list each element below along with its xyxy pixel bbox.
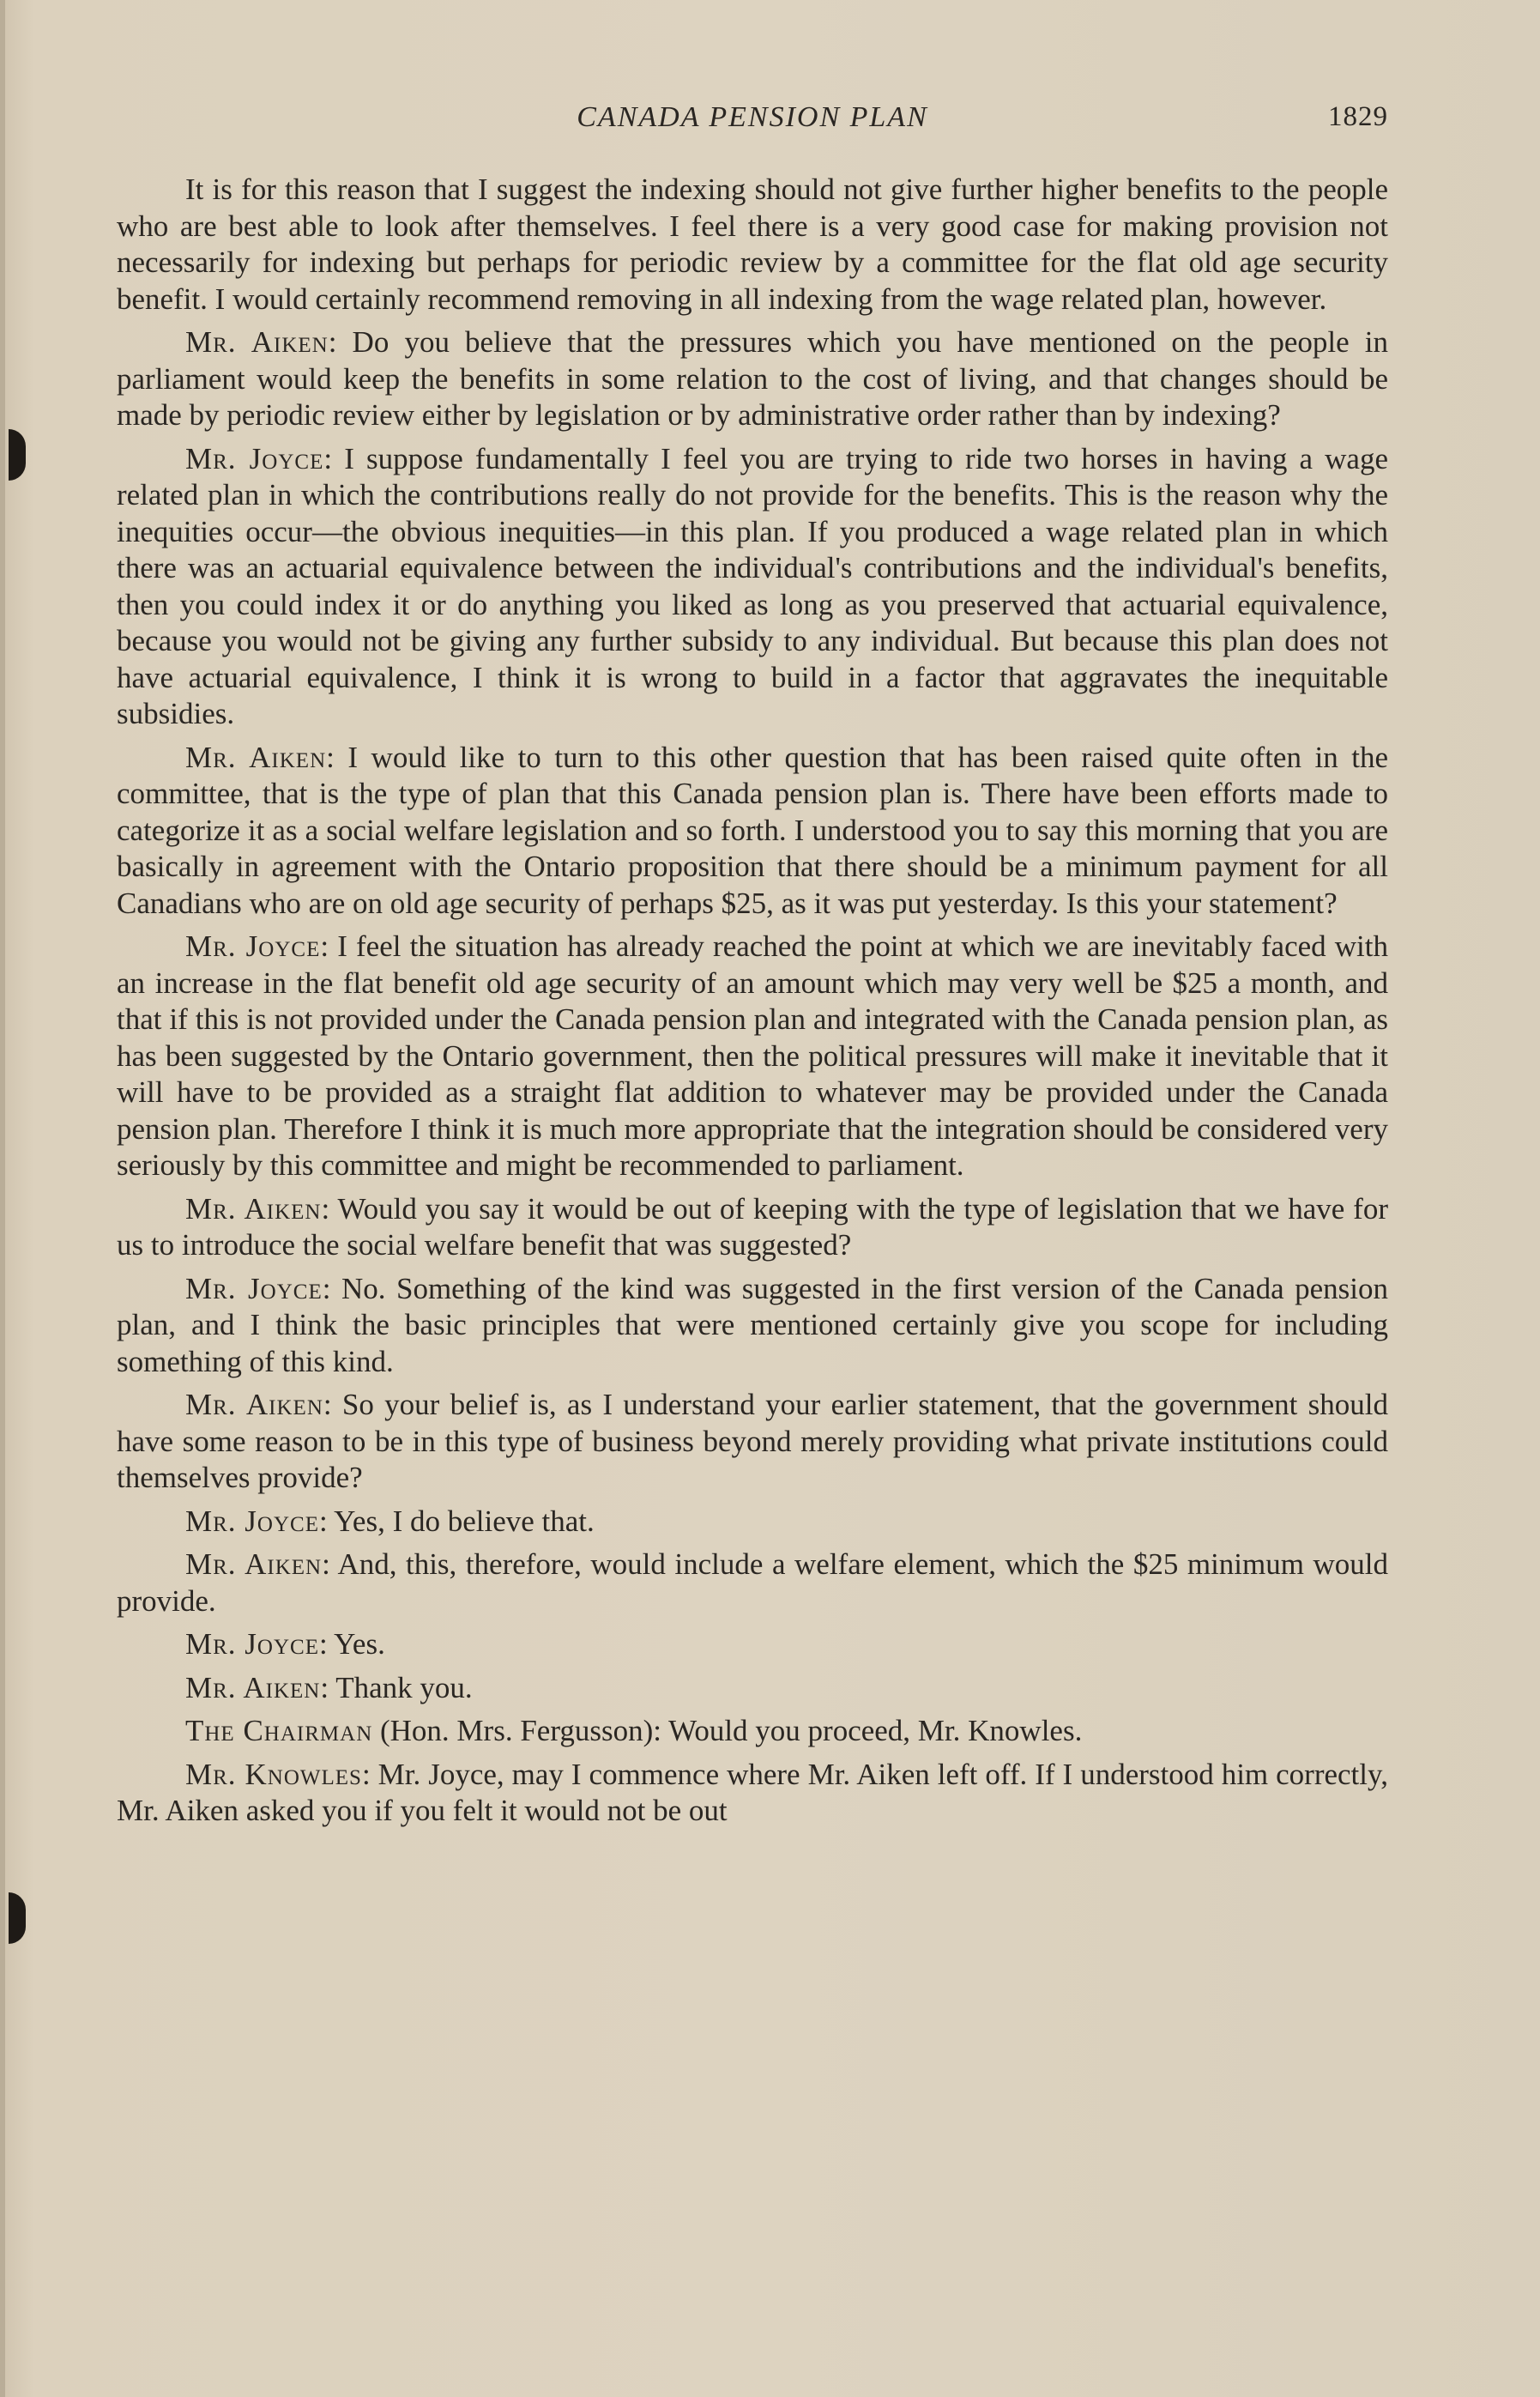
page-number: 1829 [1328,101,1388,132]
speaker-name: Mr. Aiken [185,740,327,774]
paragraph [117,441,1388,733]
paragraph [117,1271,1388,1381]
speaker-name: Mr. Knowles [185,1757,362,1791]
paragraph-text: : I feel the situation has already reached the point at which we are inevitably faced with an increase in the flat benefit old age security of an amount which may very well be $25 a month, and that if this is not provided under the Canada pension plan and integrated with the Canada pension plan, as has been suggested by the Ontario government, then the political pressures will make it inevitable that it will have to be provided as a straight flat addition to whatever may be provided under the Canada pension plan. Therefore I think it is much more appropriate that the integration should be considered very seriously by this committee and might be recommended to parliament. [117,929,1388,1182]
speaker-name: Mr. Aiken [185,1191,322,1226]
paragraph [117,740,1388,923]
margin-tab-mark [9,1892,26,1944]
margin-tab-mark [9,429,26,481]
speaker-name: Mr. Aiken [185,1388,323,1421]
speaker-name: Mr. Aiken [185,1547,323,1581]
speaker-name: Mr. Joyce [185,441,324,475]
speaker-name: Mr. Joyce [185,1504,319,1538]
paragraph-text: : Mr. Joyce, may I commence where Mr. Aiken left off. If I understood him correctly, Mr. Aiken asked you if you felt it would not be out [117,1757,1388,1827]
paragraph-text: : I would like to turn to this other question that has been raised quite often in the committee, that is the type of plan that this Canada pension plan is. There have been efforts made to categorize it as a social welfare legislation and so forth. I understood you to say this morning that you are basically in agreement with the Ontario proposition that there should be a minimum payment for all Canadians who are on old age security of perhaps $25, as it was put yesterday. Is this your statement? [117,740,1388,920]
running-head [117,101,1388,144]
speaker-name: Mr. Aiken [185,325,329,359]
text-body [117,172,1388,1837]
paragraph [117,929,1388,1184]
paragraph-text: : Thank you. [320,1670,473,1704]
paragraph [117,1547,1388,1619]
paragraph-text: : I suppose fundamentally I feel you are trying to ride two horses in having a wage related plan in which the contributions really do not provide for the benefits. This is the reason why the inequities occur—the obvious inequities—in this plan. If you produced a wage related plan in which there was an actuarial equivalence between the individual's contributions and the individual's benefits, then you could index it or do anything you liked as long as you preserved that actuarial equivalence, because you would not be giving any further subsidy to any individual. But because this plan does not have actuarial equivalence, I think it is wrong to build in a factor that aggravates the inequitable subsidies. [117,441,1388,730]
speaker-name: Mr. Aiken [185,1670,321,1704]
paragraph-text: : Yes, I do believe that. [318,1504,595,1538]
paragraph-text: : Do you believe that the pressures which you have mentioned on the people in parliament would keep the benefits in some relation to the cost of living, and that changes should be made by periodic review either by legislation or by administrative order rather than by indexing? [117,325,1388,432]
running-title: CANADA PENSION PLAN [577,101,928,133]
paragraph [117,1757,1388,1830]
speaker-name: The Chairman [185,1714,373,1747]
paragraph-text: It is for this reason that I suggest the indexing should not give further higher benefits to the people who are best able to look after themselves. I feel there is a very good case for making provision not necessarily for indexing but perhaps for periodic review by a committee for the flat old age security benefit. I would certainly recommend removing in all indexing from the wage related plan, however. [117,173,1388,316]
paragraph-text: (Hon. Mrs. Fergusson): Would you proceed, Mr. Knowles. [372,1714,1083,1747]
speaker-name: Mr. Joyce [185,929,321,963]
paragraph-text: : No. Something of the kind was suggested in the first version of the Canada pension plan, and I think the basic principles that were mentioned certainly give you scope for including something of this kind. [117,1271,1388,1378]
paragraph-text: : Would you say it would be out of keeping with the type of legislation that we have for us to introduce the social welfare benefit that was suggested? [117,1191,1388,1262]
paragraph-text: : And, this, therefore, would include a welfare element, which the $25 minimum would provide. [117,1547,1388,1618]
speaker-name: Mr. Joyce [185,1271,323,1305]
paragraph [117,172,1388,318]
paragraph [117,1626,1388,1663]
paragraph [117,1504,1388,1540]
paragraph [117,1670,1388,1707]
paragraph [117,1191,1388,1264]
paragraph-text: : Yes. [318,1627,385,1661]
paragraph [117,1387,1388,1497]
paragraph [117,1713,1388,1750]
speaker-name: Mr. Joyce [185,1627,319,1661]
paragraph-text: : So your belief is, as I understand your earlier statement, that the government should have some reason to be in this type of business beyond merely providing what private institutions could themselves provide? [117,1388,1388,1494]
paragraph [117,324,1388,434]
binding-edge [0,0,5,2397]
